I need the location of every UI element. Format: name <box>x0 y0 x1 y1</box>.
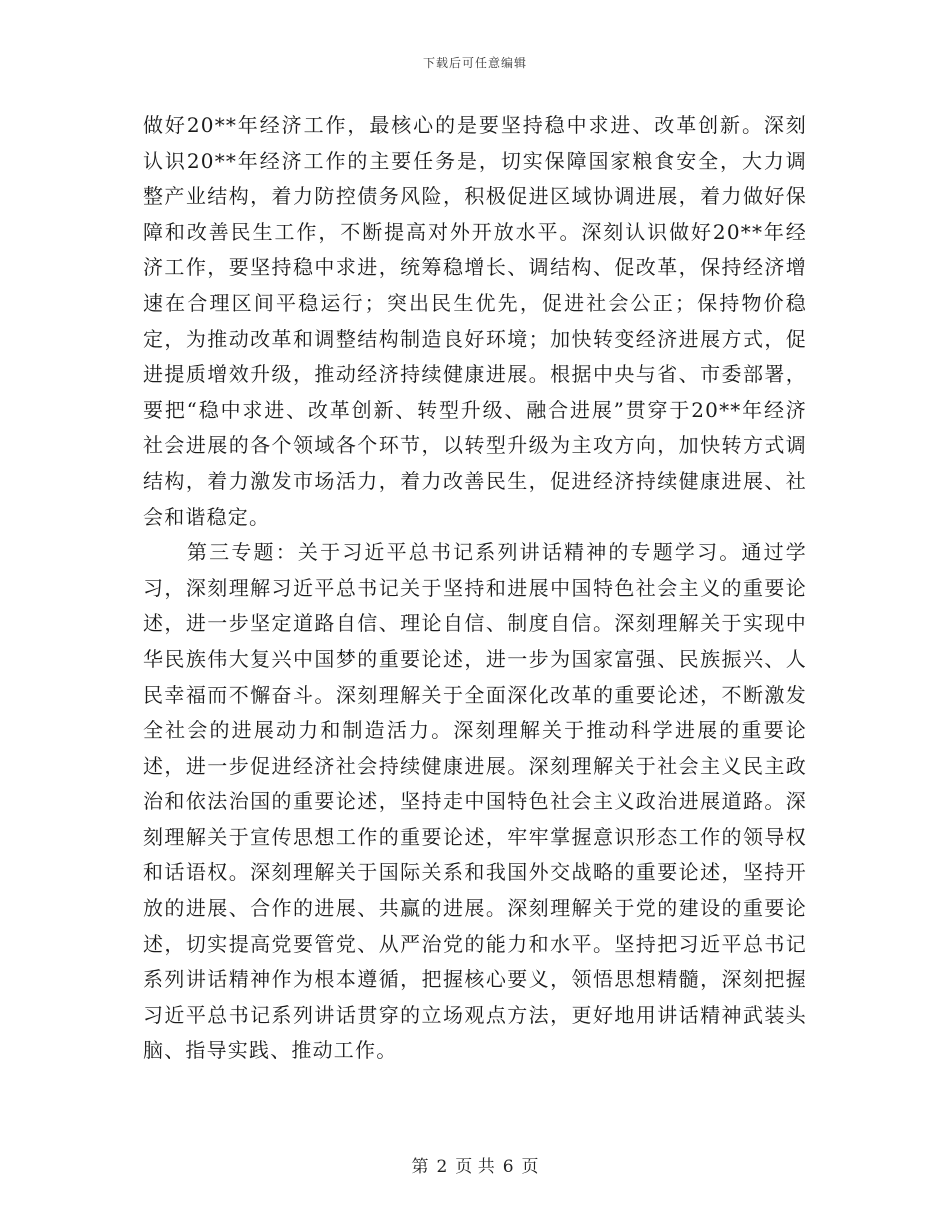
footer-suffix: 页 <box>521 1157 539 1177</box>
footer-middle: 页 共 <box>455 1157 495 1177</box>
paragraph-economic-work: 做好20**年经济工作，最核心的是要坚持稳中求进、改革创新。深刻认识20**年经济工作的主要任务是，切实保障国家粮食安全，大力调整产业结构，着力防控债务风险，积极促进区域协调进展，着力做好保障和改善民生工作，不断提高对外开放水平。深刻认识做好20**年经济工作，要坚持稳中求进，统筹稳增长、调结构、促改革，保持经济增速在合理区间平稳运行；突出民生优先，促进社会公正；保持物价稳定，为推动改革和调整结构制造良好环境；加快转变经济进展方式，促进提质增效升级，推动经济持续健康进展。根据中央与省、市委部署，要把“稳中求进、改革创新、转型升级、融合进展”贯穿于20**年经济社会进展的各个领域各个环节，以转型升级为主攻方向，加快转方式调结构，着力激发市场活力，着力改善民生，促进经济持续健康进展、社会和谐稳定。 <box>143 113 807 529</box>
document-body <box>143 108 807 1069</box>
page-header <box>0 54 950 71</box>
footer-prefix: 第 <box>411 1157 429 1177</box>
page-footer <box>0 1152 950 1177</box>
footer-current-page: 2 <box>436 1157 448 1177</box>
footer-total-pages: 6 <box>502 1157 514 1177</box>
header-text: 下载后可任意编辑 <box>422 56 527 70</box>
paragraph-third-topic: 第三专题：关于习近平总书记系列讲话精神的专题学习。通过学习，深刻理解习近平总书记关于坚持和进展中国特色社会主义的重要论述，进一步坚定道路自信、理论自信、制度自信。深刻理解关于实现中华民族伟大复兴中国梦的重要论述，进一步为国家富强、民族振兴、人民幸福而不懈奋斗。深刻理解关于全面深化改革的重要论述，不断激发全社会的进展动力和制造活力。深刻理解关于推动科学进展的重要论述，进一步促进经济社会持续健康进展。深刻理解关于社会主义民主政治和依法治国的重要论述，坚持走中国特色社会主义政治进展道路。深刻理解关于宣传思想工作的重要论述，牢牢掌握意识形态工作的领导权和话语权。深刻理解关于国际关系和我国外交战略的重要论述，坚持开放的进展、合作的进展、共赢的进展。深刻理解关于党的建设的重要论述，切实提高党要管党、从严治党的能力和水平。坚持把习近平总书记系列讲话精神作为根本遵循，把握核心要义，领悟思想精髓，深刻把握习近平总书记系列讲话贯穿的立场观点方法，更好地用讲话精神武装头脑、指导实践、推动工作。 <box>143 540 807 1063</box>
